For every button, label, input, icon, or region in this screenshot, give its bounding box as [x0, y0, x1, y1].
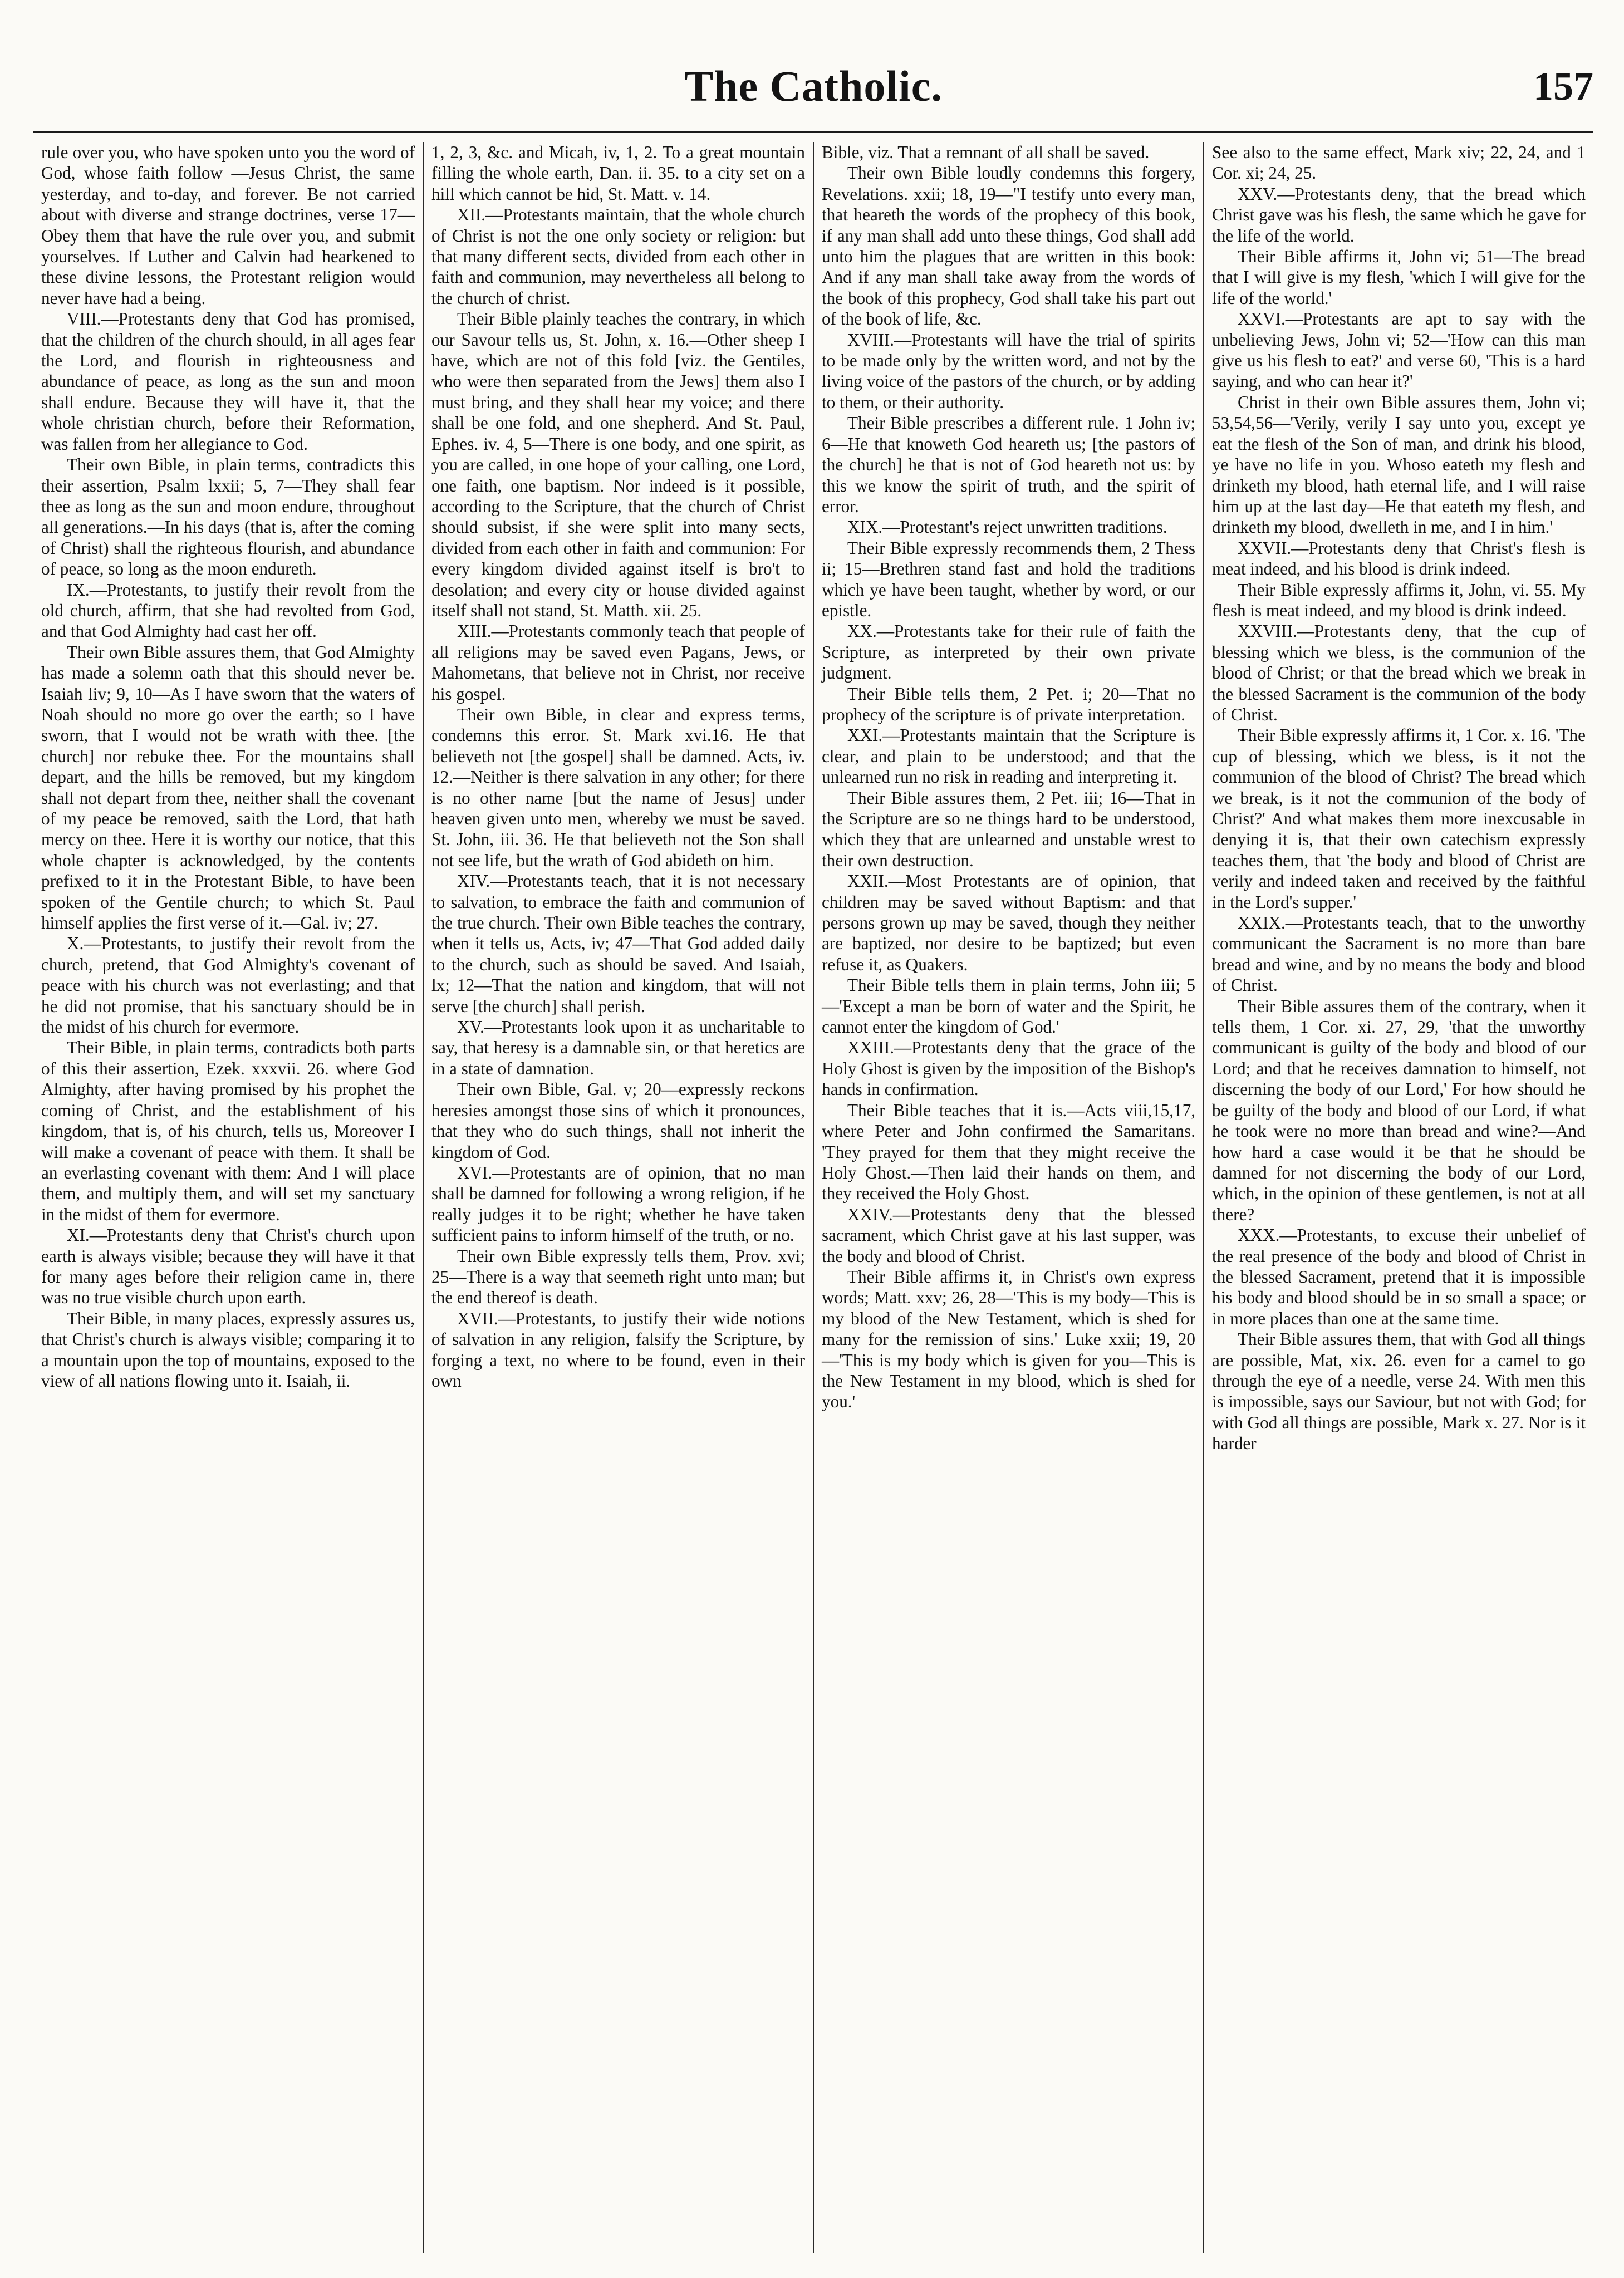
paragraph: Their Bible prescribes a different rule. 1 John iv; 6—He that knoweth God heareth us; [the pastors of the church] he that is not of God heareth not us: by this we know the spirit of truth, and the spirit of error. [822, 413, 1195, 516]
paragraph: XXVII.—Protestants deny that Christ's flesh is meat indeed, and his blood is drink indeed. [1212, 538, 1586, 579]
paragraph: X.—Protestants, to justify their revolt from the church, pretend, that God Almighty's covenant of peace with his church was not everlasting; and that he did not promise, that his sanctuary should be in the midst of his church for evermore. [41, 934, 415, 1037]
page-header [33, 56, 1593, 139]
paragraph: XXIII.—Protestants deny that the grace of the Holy Ghost is given by the imposition of the Bishop's hands in confirmation. [822, 1038, 1195, 1099]
paragraph: Their Bible expressly recommends them, 2 Thess ii; 15—Brethren stand fast and hold the traditions which ye have been taught, whether by word, or our epistle. [822, 538, 1195, 620]
paragraph: 1, 2, 3, &c. and Micah, iv, 1, 2. To a great mountain filling the whole earth, Dan. ii. 35. to a city set on a hill which cannot be hid, St. Matt. v. 14. [431, 143, 805, 204]
paragraph: Their Bible affirms it, John vi; 51—The bread that I will give is my flesh, 'which I will give for the life of the world.' [1212, 247, 1586, 308]
paragraph: XVI.—Protestants are of opinion, that no man shall be damned for following a wrong religion, if he really judges it to be right; whether he have taken sufficient pains to inform himself of the truth, or no. [431, 1162, 805, 1245]
paragraph: Their own Bible expressly tells them, Prov. xvi; 25—There is a way that seemeth right unto man; but the end thereof is death. [431, 1246, 805, 1308]
paragraph: XVII.—Protestants, to justify their wide notions of salvation in any religion, falsify the Scripture, by forging a text, no where to be found, even in their own [431, 1308, 805, 1391]
paragraph: Bible, viz. That a remnant of all shall be saved. [822, 143, 1150, 162]
paragraph: Their Bible tells them in plain terms, John iii; 5—'Except a man be born of water and the Spirit, he cannot enter the kingdom of God.' [822, 975, 1195, 1037]
paragraph: Their Bible tells them, 2 Pet. i; 20—That no prophecy of the scripture is of private interpretation. [822, 684, 1195, 724]
text-columns [33, 142, 1593, 2253]
paragraph: VIII.—Protestants deny that God has promised, that the children of the church should, in all ages fear the Lord, and flourish in righteousness and abundance of peace, as long as the sun and moon shall endure. Because they will have it, that the whole christian church, before their Reformation, was fallen from her allegiance to God. [41, 309, 415, 454]
paragraph: XXV.—Protestants deny, that the bread which Christ gave was his flesh, the same which he gave for the life of the world. [1212, 184, 1586, 246]
paragraph: XV.—Protestants look upon it as uncharitable to say, that heresy is a damnable sin, or that heretics are in a state of damnation. [431, 1017, 805, 1078]
paragraph: XXVIII.—Protestants deny, that the cup of blessing which we bless, is the communion of the blood of Christ; or that the bread which we break in the blessed Sacrament is the communion of the body of Christ. [1212, 621, 1586, 724]
paragraph: Their Bible plainly teaches the contrary, in which our Savour tells us, St. John, x. 16.—Other sheep I have, which are not of this fold [viz. the Gentiles, who were then separated from the Jews] them also I must bring, and they shall hear my voice; and there shall be one fold, and one shepherd. And St. Paul, Ephes. iv. 4, 5—There is one body, and one spirit, as you are called, in one hope of your calling, one Lord, one faith, one baptism. Nor indeed is it possible, according to the Scripture, that the church of Christ should subsist, if she were split into many sects, divided from each other in faith and communion: For every kingdom divided against itself is bro't to desolation; and every city or house divided against itself shall not stand, St. Matth. xii. 25. [431, 309, 805, 620]
paragraph: Their Bible teaches that it is.—Acts viii,15,17, where Peter and John confirmed the Samaritans. 'They prayed for them that they might receive the Holy Ghost.—Then laid their hands on them, and they received the Holy Ghost. [822, 1100, 1195, 1204]
paragraph: XXIX.—Protestants teach, that to the unworthy communicant the Sacrament is no more than bare bread and wine, and by no means the body and blood of Christ. [1212, 913, 1586, 995]
paragraph: Their own Bible assures them, that God Almighty has made a solemn oath that this should never be. Isaiah liv; 9, 10—As I have sworn that the waters of Noah should no more go over the earth; so I have sworn, that I would not be wrath with thee. [the church] nor rebuke thee. For the mountains shall depart, and the hills be removed, but my kingdom shall not depart from thee, neither shall the covenant of my peace be removed, saith the Lord, that hath mercy on thee. Here it is worthy our notice, that this whole chapter is acknowledged, by the contents prefixed to it in the Protestant Bible, to have been spoken of the Gentile church; to which St. Paul himself applies the first verse of it.—Gal. iv; 27. [41, 642, 415, 933]
paragraph: XXVI.—Protestants are apt to say with the unbelieving Jews, John vi; 52—'How can this man give us his flesh to eat?' and verse 60, 'This is a hard saying, and who can hear it?' [1212, 309, 1586, 391]
paragraph: Their Bible, in many places, expressly assures us, that Christ's church is always visible; comparing it to a mountain upon the top of mountains, exposed to the view of all nations flowing unto it. Isaiah, ii. [41, 1308, 415, 1391]
paragraph: Their Bible assures them, 2 Pet. iii; 16—That in the Scripture are so ne things hard to be understood, which they that are unlearned and unstable wrest to their own destruction. [822, 788, 1195, 870]
paragraph: XX.—Protestants take for their rule of faith the Scripture, as interpreted by their own private judgment. [822, 621, 1195, 683]
column-3 [813, 142, 1203, 2253]
paragraph: Their own Bible loudly condemns this forgery, Revelations. xxii; 18, 19—"I testify unto every man, that heareth the words of the prophecy of this book, if any man shall add unto these things, God shall add unto him the plagues that are written in this book: And if any man shall take away from the words of the book of this prophecy, God shall take his part out of the book of life, &c. [822, 163, 1195, 329]
column-1 [33, 142, 423, 2253]
paragraph: XXII.—Most Protestants are of opinion, that children may be saved without Baptism: and that persons grown up may be saved, though they neither are baptized, nor desire to be baptized; but even refuse it, as Quakers. [822, 871, 1195, 974]
paragraph: XXI.—Protestants maintain that the Scripture is clear, and plain to be understood; and that the unlearned run no risk in reading and interpreting it. [822, 725, 1195, 787]
paragraph: Their Bible assures them of the contrary, when it tells them, 1 Cor. xi. 27, 29, 'that the unworthy communicant is guilty of the body and blood of our Lord; and that he receives damnation to himself, not discerning the body of our Lord,' For how should he be guilty of the body and blood of our Lord, if what he took were no more than bread and wine?—And how hard a case would it be that he should be damned for not discerning the body of our Lord, which, in the opinion of these gentlemen, is not at all there? [1212, 996, 1586, 1224]
paragraph: Their Bible affirms it, in Christ's own express words; Matt. xxv; 26, 28—'This is my body—This is my blood of the New Testament, which is shed for many for the remission of sins.' Luke xxii; 19, 20—'This is my body which is given for you—This is the New Testament in my blood, which is shed for you.' [822, 1266, 1195, 1412]
paragraph: See also to the same effect, Mark xiv; 22, 24, and 1 Cor. xi; 24, 25. [1212, 143, 1586, 183]
paragraph: Their own Bible, Gal. v; 20—expressly reckons heresies amongst those sins of which it pronounces, that they who do such things, shall not inherit the kingdom of God. [431, 1079, 805, 1162]
paragraph: XIX.—Protestant's reject unwritten traditions. [847, 517, 1167, 537]
paragraph: IX.—Protestants, to justify their revolt from the old church, affirm, that she had revolted from God, and that God Almighty had cast her off. [41, 580, 415, 641]
column-2 [423, 142, 813, 2253]
paragraph: Their Bible, in plain terms, contradicts both parts of this their assertion, Ezek. xxxvii. 26. where God Almighty, after having promised by his prophet the coming of Christ, and the establishment of his kingdom, that is, of his church, tells us, Moreover I will make a covenant of peace with them. It shall be an everlasting covenant with them: And I will place them, and multiply them, and will set my sanctuary in the midst of them for evermore. [41, 1038, 415, 1224]
paragraph: XXIV.—Protestants deny that the blessed sacrament, which Christ gave at his last supper, was the body and blood of Christ. [822, 1204, 1195, 1266]
paragraph: XIII.—Protestants commonly teach that people of all religions may be saved even Pagans, Jews, or Mahometans, that believe not in Christ, nor receive his gospel. [431, 621, 805, 704]
paragraph: Their Bible expressly affirms it, John, vi. 55. My flesh is meat indeed, and my blood is drink indeed. [1212, 580, 1586, 620]
paragraph: Their own Bible, in clear and express terms, condemns this error. St. Mark xvi.16. He that believeth not [the gospel] shall be damned. Acts, iv. 12.—Neither is there salvation in any other; for there is no other name [but the name of Jesus] under heaven given unto men, whereby we must be saved. St. John, iii. 36. He that believeth not the Son shall not see life, but the wrath of God abideth on him. [431, 704, 805, 870]
column-4 [1203, 142, 1593, 2253]
paragraph: XXX.—Protestants, to excuse their unbelief of the real presence of the body and blood of Christ in the blessed Sacrament, pretend that it is impossible his body and blood should be in so small a space; or in more places than one at the same time. [1212, 1225, 1586, 1328]
paragraph: XII.—Protestants maintain, that the whole church of Christ is not the one only society or religion: but that many different sects, divided from each other in faith and communion, may nevertheless all belong to the church of christ. [431, 205, 805, 308]
paragraph: XVIII.—Protestants will have the trial of spirits to be made only by the written word, and not by the living voice of the pastors of the church, or by adding to them, or their authority. [822, 330, 1195, 412]
paragraph: XIV.—Protestants teach, that it is not necessary to salvation, to embrace the faith and communion of the true church. Their own Bible teaches the contrary, when it tells us, Acts, iv; 47—That God added daily to the church, such as should be saved. And Isaiah, lx; 12—That the nation and kingdom, that will not serve [the church] shall perish. [431, 871, 805, 1016]
page-number: 157 [1533, 64, 1593, 109]
paragraph: Their Bible expressly affirms it, 1 Cor. x. 16. 'The cup of blessing, which we bless, is it not the communion of the blood of Christ? The bread which we break, is it not the communion of the body of Christ?' And what makes them more inexcusable in denying it is, that their own catechism expressly teaches them, that 'the body and blood of Christ are verily and indeed taken and received by the faithful in the Lord's supper.' [1212, 725, 1586, 912]
paragraph: rule over you, who have spoken unto you the word of God, whose faith follow —Jesus Christ, the same yesterday, and to-day, and forever. Be not carried about with diverse and strange doctrines, verse 17—Obey them that have the rule over you, and submit yourselves. If Luther and Calvin had hearkened to these divine lessons, the Protestant religion would never have had a being. [41, 143, 415, 308]
paragraph: Their Bible assures them, that with God all things are possible, Mat, xix. 26. even for a camel to go through the eye of a needle, verse 24. With men this is impossible, says our Saviour, but not with God; for with God all things are possible, Mark x. 27. Nor is it harder [1212, 1329, 1586, 1454]
paragraph: XI.—Protestants deny that Christ's church upon earth is always visible; because they will have it that for many ages before their religion came in, there was no true visible church upon earth. [41, 1225, 415, 1308]
header-rule [33, 131, 1593, 133]
paragraph: Their own Bible, in plain terms, contradicts this their assertion, Psalm lxxii; 5, 7—They shall fear thee as long as the sun and moon endure, throughout all generations.—In his days (that is, after the coming of Christ) shall the righteous flourish, and abundance of peace, so long as the moon endureth. [41, 455, 415, 579]
page-title: The Catholic. [684, 62, 943, 110]
paragraph: Christ in their own Bible assures them, John vi; 53,54,56—'Verily, verily I say unto you, except ye eat the flesh of the Son of man, and drink his blood, ye have no life in you. Whoso eateth my flesh and drinketh my blood, hath eternal life, and I will raise him up at the last day—He that eateth my flesh, and drinketh my blood, dwelleth in me, and I in him.' [1212, 392, 1586, 537]
